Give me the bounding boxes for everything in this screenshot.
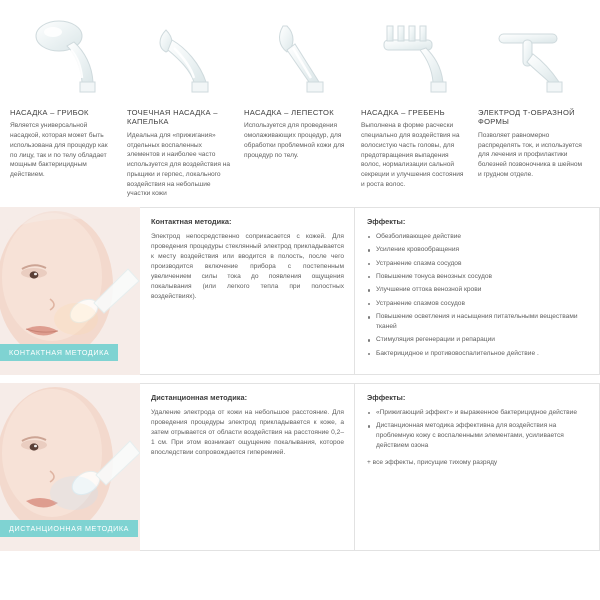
attachment-card bbox=[8, 10, 121, 199]
list-item: Повышение тонуса венозных сосудов bbox=[367, 272, 589, 282]
attachment-card bbox=[242, 10, 355, 199]
attachment-image bbox=[242, 10, 355, 102]
attachment-description: Позволяет равномерно распределять ток, и используется для лечения и профилактики болезней позвоночника в шейном и грудном отделе. bbox=[478, 131, 583, 178]
list-item: Усиление кровообращения bbox=[367, 245, 589, 255]
t-shaped-electrode-icon bbox=[487, 12, 579, 100]
petal-electrode-icon bbox=[253, 12, 345, 100]
attachment-description: Выполнена в форме расчески специально для воздействия на волосистую часть головы, для предотвращения выпадения волос, нормализации сальной секреции и улучшения состояния и роста волос. bbox=[361, 122, 464, 188]
method-panel-contact bbox=[0, 207, 600, 375]
attachment-title: ЭЛЕКТРОД Т-ОБРАЗНОЙ ФОРМЫ bbox=[478, 108, 575, 127]
effects-note: + все эффекты, присущие тихому разряду bbox=[367, 458, 498, 466]
attachment-description: Идеальна для «прижигания» отдельных воспаленных элементов и наиболее часто используется для воздействия на прыщики и герпес, локального воздействия на небольшие участки кожи bbox=[127, 131, 231, 198]
comb-electrode-icon bbox=[370, 12, 462, 100]
effects-column bbox=[355, 208, 599, 374]
attachment-description: Является универсальной насадкой, которая может быть использована для процедур как по лицу, так и по телу обладает мощным бактерицидным действием. bbox=[10, 122, 108, 179]
effects-column bbox=[355, 384, 599, 550]
attachment-title: НАСАДКА – ГРИБОК bbox=[10, 108, 89, 117]
list-item: Дистанционная методика эффективна для воздействия на проблемную кожу с воспаленными элементами, усиливается действием озона bbox=[367, 421, 589, 451]
method-panel-distant bbox=[0, 383, 600, 551]
method-body: Удаление электрода от кожи на небольшое расстояние. Для проведения процедуры электрод прикладывается к коже, а затем отрывается от области воздействия на расстояние 0,2–1 см. При этом возникает ощущение покалывания, которое впоследствии сопровождается гиперемией. bbox=[151, 408, 344, 456]
attachments-row bbox=[0, 0, 600, 199]
method-text-block bbox=[140, 383, 600, 551]
list-item: Устранение спазмов сосудов bbox=[367, 299, 589, 309]
photo-contact-method bbox=[0, 207, 140, 375]
list-item: Стимуляция регенерации и репарации bbox=[367, 335, 589, 345]
effects-list bbox=[367, 232, 589, 359]
method-text-block bbox=[140, 207, 600, 375]
list-item: Устранение спазма сосудов bbox=[367, 259, 589, 269]
attachment-card bbox=[125, 10, 238, 199]
list-item: Повышение осветления и насыщения питательными веществами тканей bbox=[367, 312, 589, 332]
attachment-image bbox=[476, 10, 589, 102]
attachment-title: НАСАДКА – ЛЕПЕСТОК bbox=[244, 108, 334, 117]
photo-distant-method bbox=[0, 383, 140, 551]
method-heading: Дистанционная методика: bbox=[151, 393, 248, 403]
effects-heading: Эффекты: bbox=[367, 393, 406, 403]
attachment-card bbox=[359, 10, 472, 199]
method-heading: Контактная методика: bbox=[151, 217, 232, 227]
attachment-image bbox=[125, 10, 238, 102]
attachment-title: ТОЧЕЧНАЯ НАСАДКА – КАПЕЛЬКА bbox=[127, 108, 218, 127]
droplet-point-electrode-icon bbox=[136, 12, 228, 100]
photo-caption: ДИСТАНЦИОННАЯ МЕТОДИКА bbox=[0, 520, 138, 537]
attachment-image bbox=[8, 10, 121, 102]
attachment-title: НАСАДКА – ГРЕБЕНЬ bbox=[361, 108, 445, 117]
photo-caption: КОНТАКТНАЯ МЕТОДИКА bbox=[0, 344, 118, 361]
attachment-description: Используется для проведения омолаживающих процедур, для обработки проблемной кожи для процедур по телу. bbox=[244, 122, 345, 159]
effects-list bbox=[367, 408, 589, 451]
effects-heading: Эффекты: bbox=[367, 217, 406, 227]
attachment-card bbox=[476, 10, 589, 199]
method-column bbox=[140, 208, 355, 374]
mushroom-electrode-icon bbox=[19, 12, 111, 100]
method-body: Электрод непосредственно соприкасается с кожей. Для проведения процедуры стеклянный электрод прикладывается к месту воздействия или вводится в полость, после чего производится включение прибора с постепенным увеличением силы тока до появления ощущения покалывания (или легкого тепла при полостных воздействиях). bbox=[151, 232, 344, 300]
method-column bbox=[140, 384, 355, 550]
list-item: «Прижигающий эффект» и выраженное бактерицидное действие bbox=[367, 408, 589, 418]
list-item: Бактерицидное и противовоспалительное действие . bbox=[367, 349, 589, 359]
list-item: Обезболивающее действие bbox=[367, 232, 589, 242]
attachment-image bbox=[359, 10, 472, 102]
list-item: Улучшение оттока венозной крови bbox=[367, 285, 589, 295]
